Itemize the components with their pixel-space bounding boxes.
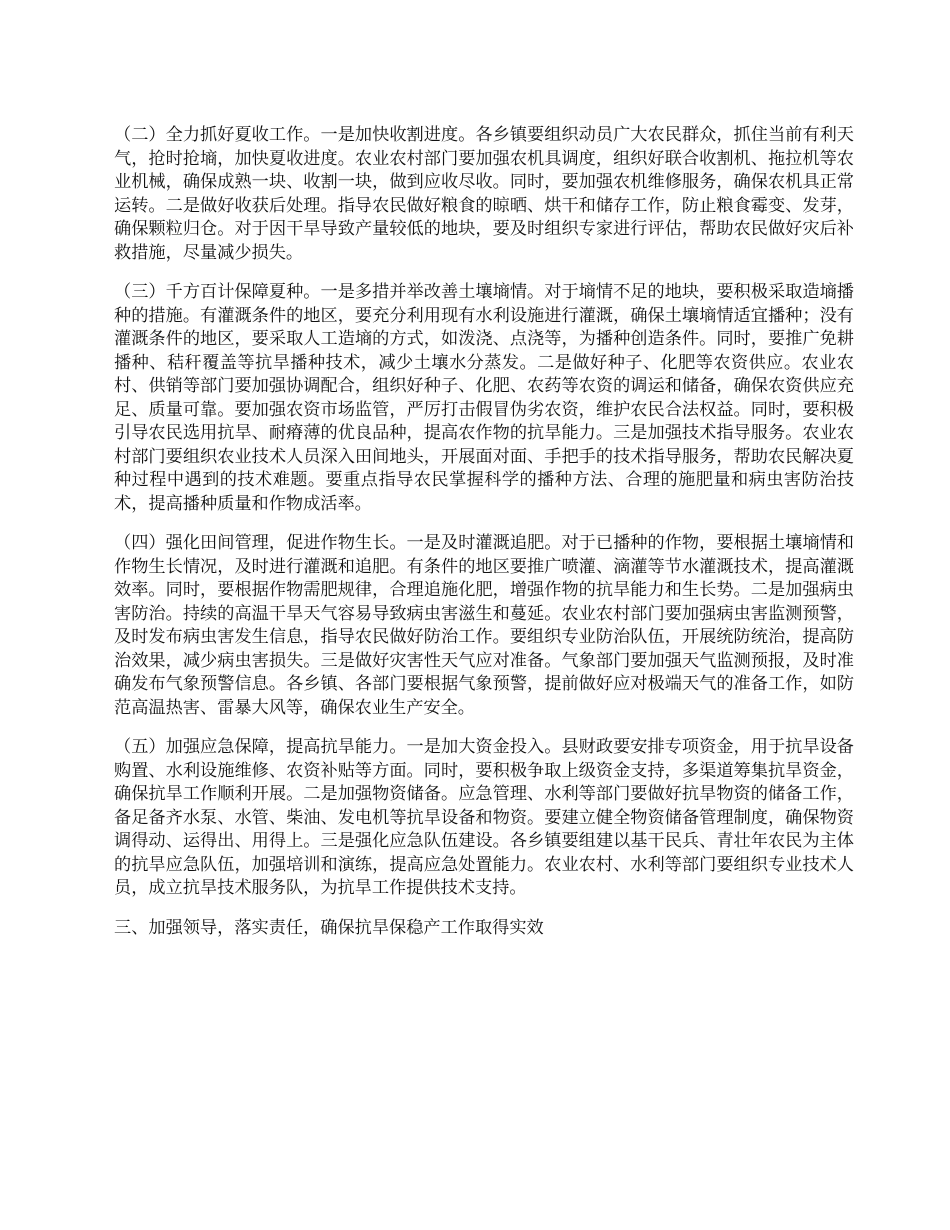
paragraph-emergency-support: （五）加强应急保障，提高抗旱能力。一是加大资金投入。县财政要安排专项资金，用于抗旱设备购置、水利设施维修、农资补贴等方面。同时，要积极争取上级资金支持，多渠道筹集抗旱资金，确保抗旱工作顺利开展。二是加强物资储备。应急管理、水利等部门要做好抗旱物资的储备工作，备足备齐水泵、水管、柴油、发电机等抗旱设备和物资。要建立健全物资储备管理制度，确保物资调得动、运得出、用得上。三是强化应急队伍建设。各乡镇要组建以基干民兵、青壮年农民为主体的抗旱应急队伍，加强培训和演练，提高应急处置能力。农业农村、水利等部门要组织专业技术人员，成立抗旱技术服务队，为抗旱工作提供技术支持。 bbox=[114, 737, 854, 898]
section-heading: 三、加强领导，落实责任，确保抗旱保稳产工作取得实效 bbox=[114, 917, 544, 938]
paragraph-summer-harvest: （二）全力抓好夏收工作。一是加快收割进度。各乡镇要组织动员广大农民群众，抓住当前有利天气，抢时抢墒，加快夏收进度。农业农村部门要加强农机具调度，组织好联合收割机、拖拉机等农业机械，确保成熟一块、收割一块，做到应收尽收。同时，要加强农机维修服务，确保农机具正常运转。二是做好收获后处理。指导农民做好粮食的晾晒、烘干和储存工作，防止粮食霉变、发芽，确保颗粒归仓。对于因干旱导致产量较低的地块，要及时组织专家进行评估，帮助农民做好灾后补救措施，尽量减少损失。 bbox=[114, 125, 854, 263]
paragraph-summer-sowing: （三）千方百计保障夏种。一是多措并举改善土壤墒情。对于墒情不足的地块，要积极采取造墒播种的措施。有灌溉条件的地区，要充分利用现有水利设施进行灌溉，确保土壤墒情适宜播种；没有灌溉条件的地区，要采取人工造墒的方式，如泼浇、点浇等，为播种创造条件。同时，要推广免耕播种、秸秆覆盖等抗旱播种技术，减少土壤水分蒸发。二是做好种子、化肥等农资供应。农业农村、供销等部门要加强协调配合，组织好种子、化肥、农药等农资的调运和储备，确保农资供应充足、质量可靠。要加强农资市场监管，严厉打击假冒伪劣农资，维护农民合法权益。同时，要积极引导农民选用抗旱、耐瘠薄的优良品种，提高农作物的抗旱能力。三是加强技术指导服务。农业农村部门要组织农业技术人员深入田间地头，开展面对面、手把手的技术指导服务，帮助农民解决夏种过程中遇到的技术难题。要重点指导农民掌握科学的播种方法、合理的施肥量和病虫害防治技术，提高播种质量和作物成活率。 bbox=[114, 282, 854, 514]
paragraph-field-management: （四）强化田间管理，促进作物生长。一是及时灌溉追肥。对于已播种的作物，要根据土壤墒情和作物生长情况，及时进行灌溉和追肥。有条件的地区要推广喷灌、滴灌等节水灌溉技术，提高灌溉效率。同时，要根据作物需肥规律，合理追施化肥，增强作物的抗旱能力和生长势。二是加强病虫害防治。持续的高温干旱天气容易导致病虫害滋生和蔓延。农业农村部门要加强病虫害监测预警，及时发布病虫害发生信息，指导农民做好防治工作。要组织专业防治队伍，开展统防统治，提高防治效果，减少病虫害损失。三是做好灾害性天气应对准备。气象部门要加强天气监测预报，及时准确发布气象预警信息。各乡镇、各部门要根据气象预警，提前做好应对极端天气的准备工作，如防范高温热害、雷暴大风等，确保农业生产安全。 bbox=[114, 533, 854, 718]
document-body bbox=[114, 124, 854, 940]
